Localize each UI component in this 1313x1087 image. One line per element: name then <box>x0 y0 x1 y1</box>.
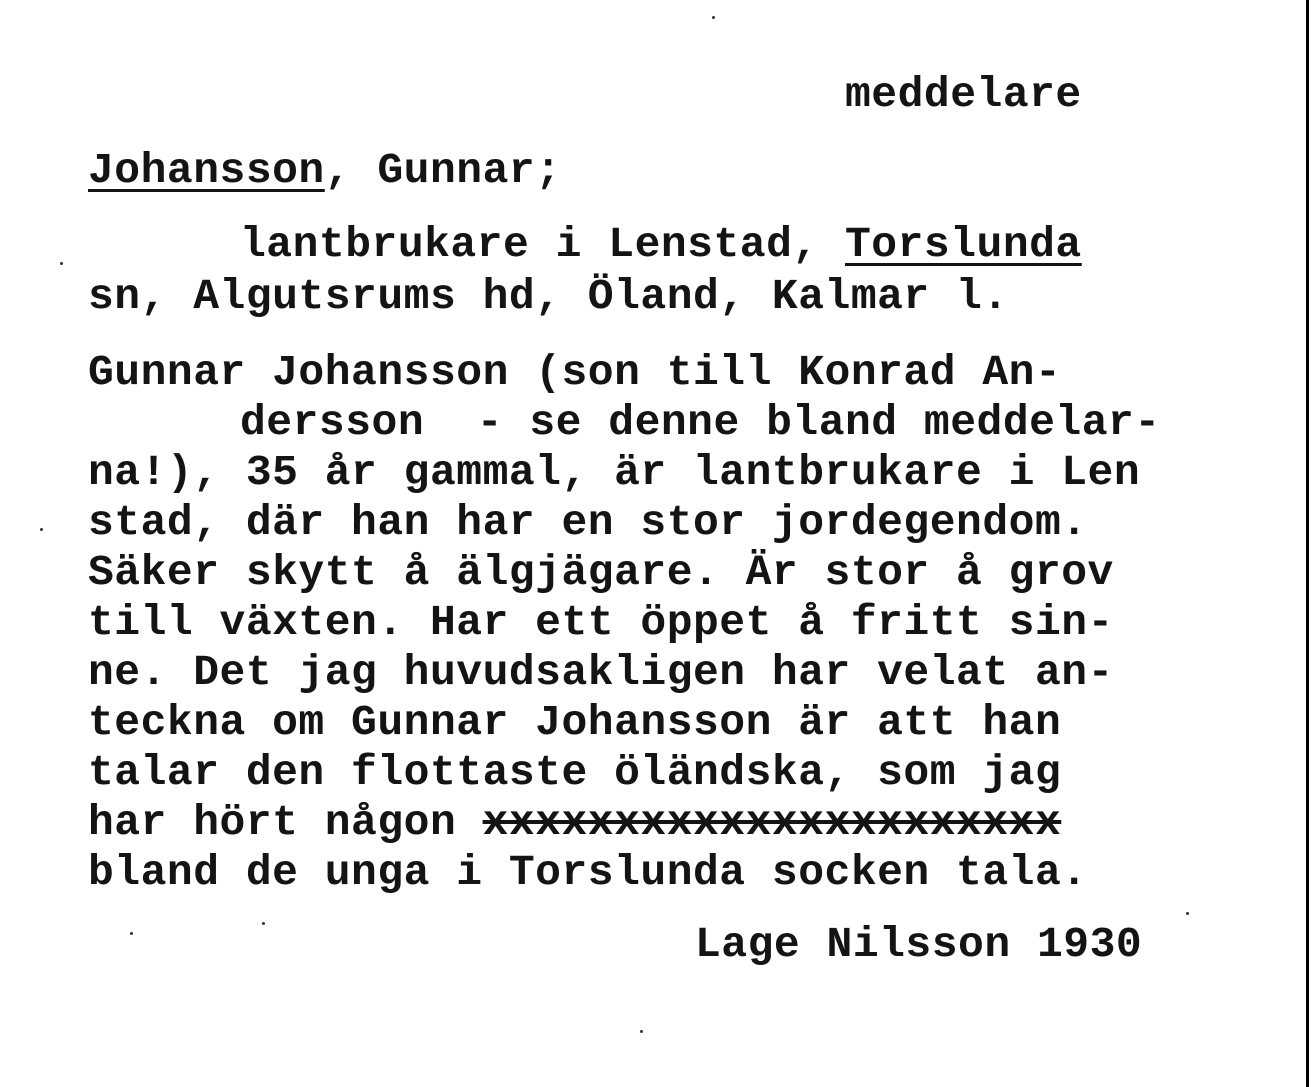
card-edge <box>1306 0 1309 1087</box>
scan-speck <box>60 262 63 265</box>
body-line: bland de unga i Torslunda socken tala. <box>88 848 1088 897</box>
body-line: Säker skytt å älgjägare. Är stor å grov <box>88 548 1114 597</box>
scan-speck <box>1186 912 1189 915</box>
scan-speck <box>262 922 265 925</box>
scan-speck <box>40 528 43 531</box>
header-label: meddelare <box>845 70 1082 119</box>
body-line: Gunnar Johansson (son till Konrad An- <box>88 348 1062 397</box>
occupation-line-2: sn, Algutsrums hd, Öland, Kalmar l. <box>88 272 1009 321</box>
informant-given-name: , Gunnar; <box>324 146 562 195</box>
body-line: teckna om Gunnar Johansson är att han <box>88 698 1062 747</box>
occupation-text: lantbrukare i Lenstad, <box>240 220 845 269</box>
body-line-with-strikethrough <box>88 798 1061 847</box>
body-line: talar den flottaste öländska, som jag <box>88 748 1062 797</box>
scan-speck <box>130 932 133 935</box>
body-line: dersson - se denne bland meddelar- <box>240 398 1161 447</box>
informant-surname: Johansson <box>88 146 325 195</box>
signature: Lage Nilsson 1930 <box>695 920 1143 969</box>
body-line: ne. Det jag huvudsakligen har velat an- <box>88 648 1114 697</box>
struck-out-text: xxxxxxxxxxxxxxxxxxxxxx <box>482 798 1062 847</box>
body-line: na!), 35 år gammal, är lantbrukare i Len <box>88 448 1141 497</box>
informant-name <box>88 146 562 195</box>
body-line-text: har hört någon <box>88 798 483 847</box>
occupation-line-1 <box>240 220 1082 269</box>
body-line: till växten. Har ett öppet å fritt sin- <box>88 598 1114 647</box>
parish-name: Torslunda <box>845 220 1082 269</box>
body-line: stad, där han har en stor jordegendom. <box>88 498 1088 547</box>
scan-speck <box>640 1030 643 1033</box>
scan-speck <box>712 16 715 19</box>
